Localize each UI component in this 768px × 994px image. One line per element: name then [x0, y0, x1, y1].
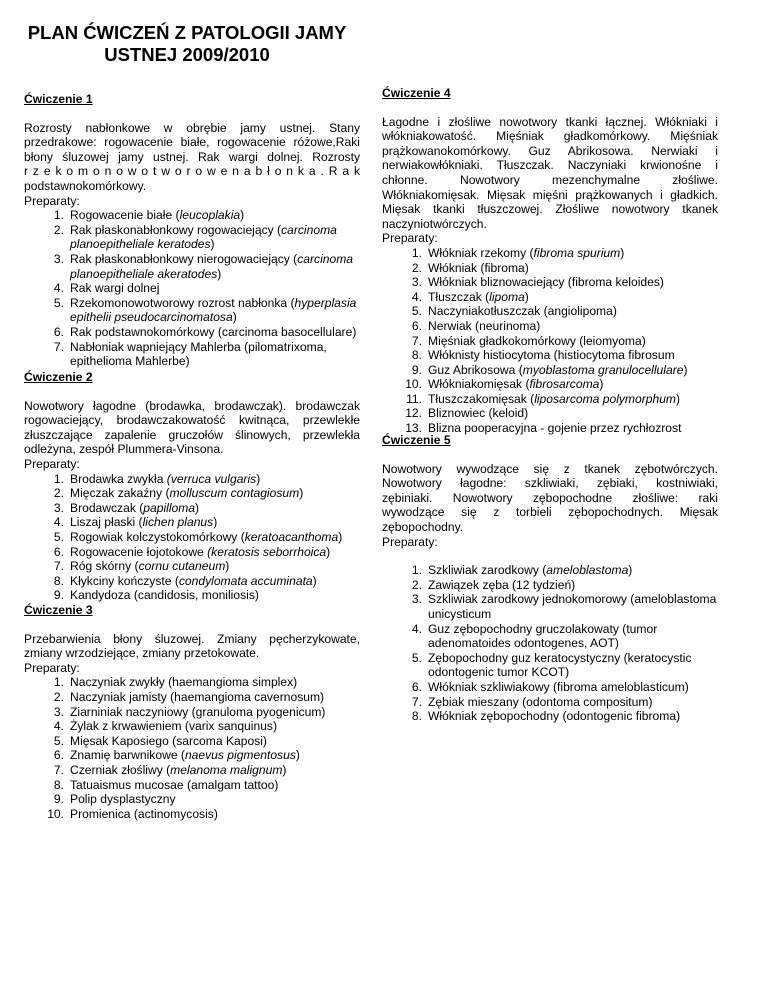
item-number: 3. [53, 251, 64, 266]
item-number: 1. [53, 675, 64, 690]
preparations-list [382, 246, 718, 436]
intro-line: Rozrosty nabłonkowe w obrębie jamy ustnej. Stany [24, 120, 360, 135]
item-text-plain: Znamię barwnikowe ( [70, 748, 185, 763]
item-text-plain: Rogowacenie łojotokowe [70, 544, 208, 559]
list-item [24, 501, 360, 516]
item-text-plain: Kłykciny kończyste ( [70, 573, 179, 588]
item-text [70, 223, 360, 252]
item-number: 1. [53, 471, 64, 486]
list-item [24, 719, 360, 734]
item-number: 4. [53, 281, 64, 296]
list-item [382, 334, 718, 349]
intro-line: przedrakowe: rogowacenie białe, rogowacenie różowe,Raki [24, 135, 360, 150]
item-number: 3. [53, 500, 64, 515]
item-text [428, 275, 718, 290]
item-text [428, 622, 718, 651]
item-text-plain: Kandydoza (candidosis, moniliosis) [70, 588, 259, 603]
item-text-latin: naevus pigmentosus [184, 748, 296, 763]
preparations-label: Preparaty: [382, 231, 438, 246]
item-text-plain: Rak płaskonabłonkowy nierogowaciejący ( [70, 251, 298, 266]
item-number: 10. [405, 377, 422, 392]
item-number: 10. [47, 806, 64, 821]
item-text-suffix: ) [676, 391, 681, 406]
item-text [70, 545, 360, 560]
item-text-plain: Mięsak Kaposiego (sarcoma Kaposi) [70, 733, 267, 748]
item-text-plain: Czerniak złośliwy ( [70, 762, 171, 777]
list-item [24, 763, 360, 778]
intro-line: Włókniakomięsak. Mięsak mięśni prążkowanych i gładkich. [382, 187, 718, 202]
item-text [70, 807, 360, 822]
item-text-latin: (verruca vulgaris [166, 471, 257, 486]
item-text [70, 340, 360, 369]
list-item [24, 807, 360, 822]
intro-line: Przebarwienia błony śluzowej. Zmiany pęcherzykowate, [24, 631, 360, 646]
item-text [70, 792, 360, 807]
item-text [70, 748, 360, 763]
item-text [428, 709, 718, 724]
item-number: 3. [411, 275, 422, 290]
item-text-latin: molluscum contagiosum [169, 486, 300, 501]
item-text [428, 695, 718, 710]
item-number: 6. [411, 318, 422, 333]
item-number: 1. [411, 563, 422, 578]
item-text-latin: carcinoma planoepitheliale akeratodes [70, 251, 354, 281]
item-text [70, 472, 360, 487]
intro-line: włókniakowatość. Mięśniak gładkomórkowy. Mięśniak [382, 129, 718, 144]
item-text [70, 574, 360, 589]
list-item [24, 296, 360, 325]
list-item [382, 348, 718, 363]
item-text-plain: Włókniak (fibroma) [428, 260, 529, 275]
item-text-plain: Naczyniak jamisty (haemangioma cavernosum) [70, 689, 325, 704]
preparations-list [24, 675, 360, 821]
item-text-plain: Naczyniakotłuszczak (angiolipoma) [428, 304, 617, 319]
document-title [22, 22, 352, 66]
item-text-plain: Włókniak rzekomy ( [428, 245, 534, 260]
item-text [428, 290, 718, 305]
list-item [24, 778, 360, 793]
intro-line: nerwiakowłókniaki. Tłuszczak. Naczyniaki krwionośne i [382, 158, 718, 173]
item-number: 3. [411, 592, 422, 607]
item-text-plain: Szkliwiak zarodkowy jednokomorowy (ameloblastoma unicysticum [428, 592, 717, 621]
intro-line: r z e k o m o n o w o t w o r o w e n a b ł o n k a . R a k [24, 164, 360, 179]
item-text-latin: papilloma [143, 500, 196, 515]
preparations-list [24, 208, 360, 369]
item-number: 8. [411, 348, 422, 363]
list-item [24, 792, 360, 807]
item-text-plain: Włóknisty histiocytoma (histiocytoma fibrosum [428, 348, 675, 363]
list-item [24, 486, 360, 501]
item-number: 2. [411, 577, 422, 592]
item-text-latin: hyperplasia epithelii pseudocarcinomatosa [70, 295, 357, 325]
list-item [382, 406, 718, 421]
item-number: 9. [411, 362, 422, 377]
item-text-plain: Bliznowiec (keloid) [428, 406, 529, 421]
list-item [382, 246, 718, 261]
list-item [24, 281, 360, 296]
list-item [24, 734, 360, 749]
item-text-plain: Guz Abrikosowa ( [428, 362, 523, 377]
item-number: 7. [411, 694, 422, 709]
item-number: 6. [53, 544, 64, 559]
item-text-plain: Blizna pooperacyjna - gojenie przez rychłozrost [428, 421, 682, 436]
item-number: 5. [411, 650, 422, 665]
item-text-plain: Mięśniak gładkokomórkowy (leiomyoma) [428, 333, 646, 348]
item-text [428, 246, 718, 261]
section-intro [382, 462, 718, 535]
item-text-suffix: ) [326, 544, 331, 559]
item-number: 9. [53, 792, 64, 807]
intro-line: podstawnokomórkowy. [24, 178, 147, 193]
item-text [428, 261, 718, 276]
item-number: 7. [53, 339, 64, 354]
item-number: 8. [53, 573, 64, 588]
item-number: 4. [411, 289, 422, 304]
item-text [70, 778, 360, 793]
item-text-suffix: ) [628, 563, 633, 578]
item-text-plain: Szkliwiak zarodkowy ( [428, 563, 547, 578]
item-number: 6. [411, 679, 422, 694]
item-text-suffix: ) [210, 237, 215, 252]
section-cwiczenie-3 [24, 603, 360, 821]
item-text [70, 763, 360, 778]
intro-line: rogowaciejący, brodawczakowatość kwitnąca, przewlekłe [24, 413, 360, 428]
list-item [24, 690, 360, 705]
item-text [70, 690, 360, 705]
item-number: 5. [53, 733, 64, 748]
intro-line: chłonne. Nowotwory mezenchymalne złośliwe. [382, 172, 718, 187]
section-heading: Ćwiczenie 4 [382, 86, 451, 100]
intro-line: Łagodne i złośliwe nowotwory tkanki łącznej. Włókniaki i [382, 114, 718, 129]
item-text [70, 486, 360, 501]
item-text-plain: Włókniak zębopochodny (odontogenic fibroma) [428, 709, 681, 724]
item-text [428, 578, 718, 593]
list-item [382, 622, 718, 651]
item-text-latin: leucoplakia [179, 208, 241, 223]
item-text [428, 348, 718, 363]
section-heading: Ćwiczenie 1 [24, 92, 93, 106]
intro-line: Mięsak tkanki tłuszczowej. Złośliwe nowotwory tkanek [382, 202, 718, 217]
section-cwiczenie-5 [382, 433, 718, 724]
preparations-list [24, 472, 360, 603]
item-text-suffix: ) [256, 471, 261, 486]
item-number: 5. [53, 529, 64, 544]
intro-line: zębopochodny. [382, 519, 464, 534]
item-text [428, 651, 718, 680]
list-item [24, 208, 360, 223]
item-text-plain: Róg skórny ( [70, 559, 139, 574]
intro-line: złuszczające zapalenie gruczołów ślinowych, przewlekła [24, 427, 360, 442]
list-item [382, 377, 718, 392]
item-text-plain: Rzekomonowotworowy rozrost nabłonka ( [70, 295, 295, 310]
item-text [70, 705, 360, 720]
item-text-suffix: ) [282, 762, 287, 777]
item-text-suffix: ) [620, 245, 625, 260]
item-text-latin: keratoacanthoma [244, 529, 339, 544]
intro-line: Nowotwory wywodzące się z tkanek zębotwórczych. [382, 461, 718, 476]
item-text-latin: myoblastoma granulocellulare [522, 362, 684, 377]
item-text-latin: carcinoma planoepitheliale keratodes [70, 222, 337, 252]
list-item [382, 304, 718, 319]
item-text-suffix: ) [217, 266, 222, 281]
item-text-suffix: ) [213, 515, 218, 530]
title-line-2: USTNEJ 2009/2010 [104, 44, 270, 65]
title-line-1: PLAN ĆWICZEŃ Z PATOLOGII JAMY [27, 22, 347, 43]
item-text-suffix: ) [683, 362, 688, 377]
item-text-latin: (keratosis seborrhoica [207, 544, 327, 559]
item-text-plain: Liszaj płaski ( [70, 515, 143, 530]
item-text [70, 530, 360, 545]
list-item [24, 559, 360, 574]
item-text-latin: liposarcoma polymorphum [534, 391, 677, 406]
intro-line: naczyniotwórczych. [382, 216, 487, 231]
section-heading: Ćwiczenie 3 [24, 603, 93, 617]
list-item [382, 261, 718, 276]
item-number: 5. [411, 304, 422, 319]
item-text-plain: Włókniak bliznowaciejący (fibroma keloides) [428, 275, 664, 290]
list-item [24, 588, 360, 603]
list-item [382, 680, 718, 695]
intro-line: Nowotwory łagodne: szkliwiaki, zębiaki, kostniwiaki, [382, 476, 718, 491]
item-text-suffix: ) [312, 573, 317, 588]
item-text [428, 304, 718, 319]
item-number: 4. [411, 621, 422, 636]
list-item [24, 545, 360, 560]
item-number: 9. [53, 588, 64, 603]
preparations-label: Preparaty: [24, 660, 80, 675]
section-cwiczenie-4 [382, 86, 718, 436]
item-text [428, 406, 718, 421]
item-text-plain: Ziarniniak naczyniowy (granuloma pyogenicum) [70, 704, 326, 719]
item-text [428, 563, 718, 578]
item-text [70, 719, 360, 734]
item-text [428, 377, 718, 392]
item-number: 1. [411, 245, 422, 260]
item-number: 5. [53, 295, 64, 310]
item-text-latin: cornu cutaneum [138, 559, 226, 574]
item-text-plain: Żylak z krwawieniem (varix sanquinus) [70, 719, 277, 734]
item-text-latin: condylomata accuminata [178, 573, 313, 588]
preparations-list [382, 563, 718, 724]
list-item [24, 675, 360, 690]
item-number: 8. [411, 709, 422, 724]
list-item [24, 325, 360, 340]
list-item [24, 574, 360, 589]
item-text [70, 734, 360, 749]
item-number: 13. [405, 421, 422, 436]
item-text [70, 559, 360, 574]
item-text-latin: fibrosarcoma [529, 377, 600, 392]
intro-line: Nowotwory łagodne (brodawka, brodawczak). brodawczak [24, 398, 360, 413]
list-item [382, 392, 718, 407]
item-text-plain: Rak płaskonabłonkowy rogowaciejący ( [70, 222, 282, 237]
section-intro [24, 632, 360, 661]
section-cwiczenie-2 [24, 370, 360, 603]
item-text-plain: Włókniakomięsak ( [428, 377, 530, 392]
list-item [24, 705, 360, 720]
item-text-plain: Brodawczak ( [70, 500, 144, 515]
item-text-plain: Zębopochodny guz keratocystyczny (keratocystic odontogenic tumor KCOT) [428, 650, 692, 680]
item-number: 2. [411, 260, 422, 275]
item-text [70, 501, 360, 516]
section-intro [382, 115, 718, 232]
list-item [382, 695, 718, 710]
item-text [70, 675, 360, 690]
section-intro [24, 399, 360, 457]
item-text-plain: Rogowacenie białe ( [70, 208, 180, 223]
item-text-plain: Włókniak szkliwiakowy (fibroma ameloblasticum) [428, 679, 689, 694]
item-number: 7. [53, 559, 64, 574]
list-item [382, 275, 718, 290]
list-item [24, 252, 360, 281]
item-text [70, 252, 360, 281]
item-text [428, 363, 718, 378]
item-number: 3. [53, 704, 64, 719]
item-text [428, 334, 718, 349]
item-text-latin: lichen planus [142, 515, 214, 530]
item-text-plain: Nabłoniak wapniejący Mahlerba (pilomatrixoma, epithelioma Mahlerbe) [70, 339, 327, 369]
item-text-suffix: ) [295, 748, 300, 763]
item-number: 1. [53, 208, 64, 223]
item-text-plain: Naczyniak zwykły (haemangioma simplex) [70, 675, 298, 690]
item-number: 6. [53, 748, 64, 763]
item-text-suffix: ) [240, 208, 245, 223]
intro-line: błony śluzowej jamy ustnej. Rak wargi dolnej. Rozrosty [24, 149, 360, 164]
section-intro [24, 121, 360, 194]
list-item [24, 530, 360, 545]
list-item [382, 363, 718, 378]
item-number: 2. [53, 222, 64, 237]
item-text [428, 680, 718, 695]
item-text [70, 281, 360, 296]
item-text [70, 588, 360, 603]
item-number: 2. [53, 486, 64, 501]
item-text-latin: ameloblastoma [546, 563, 629, 578]
item-text-plain: Tłuszczakomięsak ( [428, 391, 535, 406]
item-text [70, 296, 360, 325]
intro-line: prążkowanokomórkowy. Guz Abrikosowa. Nerwiaki i [382, 143, 718, 158]
item-text-plain: Tatuaismus mucosae (amalgam tattoo) [70, 777, 279, 792]
list-item [382, 709, 718, 724]
item-number: 4. [53, 719, 64, 734]
list-item [382, 592, 718, 621]
list-item [382, 319, 718, 334]
item-number: 7. [53, 762, 64, 777]
item-text-suffix: ) [599, 377, 604, 392]
list-item [24, 472, 360, 487]
preparations-label: Preparaty: [24, 193, 80, 208]
section-cwiczenie-1 [24, 92, 360, 369]
item-text [428, 592, 718, 621]
item-text-suffix: ) [195, 500, 200, 515]
preparations-label: Preparaty: [24, 456, 80, 471]
item-text-suffix: ) [225, 559, 230, 574]
item-text-latin: lipoma [489, 289, 525, 304]
item-text-plain: Guz zębopochodny gruczolakowaty (tumor adenomatoides odontogenes, AOT) [428, 621, 658, 651]
list-item [24, 340, 360, 369]
item-text [70, 515, 360, 530]
item-text [428, 319, 718, 334]
list-item [382, 578, 718, 593]
item-text-suffix: ) [232, 310, 237, 325]
item-text-latin: fibroma spurium [533, 245, 621, 260]
item-number: 7. [411, 333, 422, 348]
item-text-plain: Rogowiak kolczystokomórkowy ( [70, 529, 245, 544]
list-item [24, 223, 360, 252]
item-text [70, 208, 360, 223]
section-heading: Ćwiczenie 5 [382, 433, 451, 447]
item-text-suffix: ) [299, 486, 304, 501]
list-item [24, 515, 360, 530]
section-heading: Ćwiczenie 2 [24, 370, 93, 384]
item-text-plain: Rak podstawnokomórkowy (carcinoma basocellulare) [70, 324, 357, 339]
item-text-plain: Promienica (actinomycosis) [70, 806, 218, 821]
intro-line: odleżyna, zespół Plummera-Vinsona. [24, 442, 224, 457]
item-text-latin: melanoma malignum [170, 762, 283, 777]
list-item [382, 651, 718, 680]
item-text [428, 392, 718, 407]
item-number: 4. [53, 515, 64, 530]
item-text-suffix: ) [338, 529, 343, 544]
list-item [382, 290, 718, 305]
intro-line: zębiniaki. Nowotwory zębopochodne złośliwe: raki [382, 490, 718, 505]
list-item [382, 563, 718, 578]
item-text-plain: Rak wargi dolnej [70, 281, 160, 296]
item-number: 11. [406, 391, 422, 406]
item-number: 2. [53, 689, 64, 704]
item-text-plain: Mięczak zakaźny ( [70, 486, 170, 501]
item-text [70, 325, 360, 340]
item-number: 6. [53, 324, 64, 339]
intro-line: zmiany wrzodziejące, zmiany przetokowate. [24, 646, 260, 661]
preparations-label: Preparaty: [382, 534, 438, 549]
list-item [24, 748, 360, 763]
item-text-plain: Zawiązek zęba (12 tydzień) [428, 577, 576, 592]
item-text-plain: Zębiak mieszany (odontoma compositum) [428, 694, 653, 709]
item-text-plain: Brodawka zwykła [70, 471, 167, 486]
item-text-plain: Polip dysplastyczny [70, 792, 176, 807]
item-text-plain: Tłuszczak ( [428, 289, 490, 304]
intro-line: wywodzące się z torbieli zębopochodnych. Mięsak [382, 505, 718, 520]
item-number: 12. [405, 406, 422, 421]
item-text-suffix: ) [524, 289, 529, 304]
item-number: 8. [53, 777, 64, 792]
item-text-plain: Nerwiak (neurinoma) [428, 318, 541, 333]
